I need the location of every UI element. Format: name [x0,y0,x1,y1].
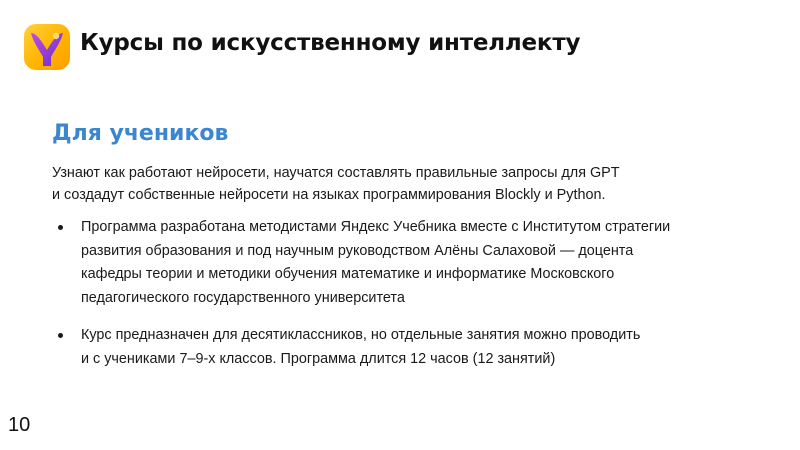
bullet-line: развития образования и под научным руководством Алёны Салаховой — доцента [81,242,634,259]
bullet-dot-icon [58,333,63,338]
bullet-line: Курс предназначен для десятиклассников, но отдельные занятия можно проводить [81,327,641,343]
page-number: 10 [8,414,31,436]
yandex-textbook-logo-icon [24,24,70,70]
bullet-item [52,324,752,371]
intro-paragraph [52,162,772,206]
bullet-item [52,216,752,310]
section-title: Для учеников [52,121,229,146]
intro-line: Узнают как работают нейросети, научатся составлять правильные запросы для GPT [52,165,620,181]
bullet-line: педагогического государственного университета [81,289,405,306]
bullet-line: кафедры теории и методики обучения математике и информатике Московского [81,266,615,282]
bullet-dot-icon [58,225,63,230]
header-title: Курсы по искусственному интеллекту [80,30,581,56]
intro-line: и создадут собственные нейросети на языках программирования Blockly и Python. [52,187,606,203]
bullet-list [52,216,752,385]
bullet-line: и с учениками 7–9-х классов. Программа длится 12 часов (12 занятий) [81,350,556,367]
bullet-line: Программа разработана методистами Яндекс Учебника вместе с Институтом стратегии [81,219,671,235]
